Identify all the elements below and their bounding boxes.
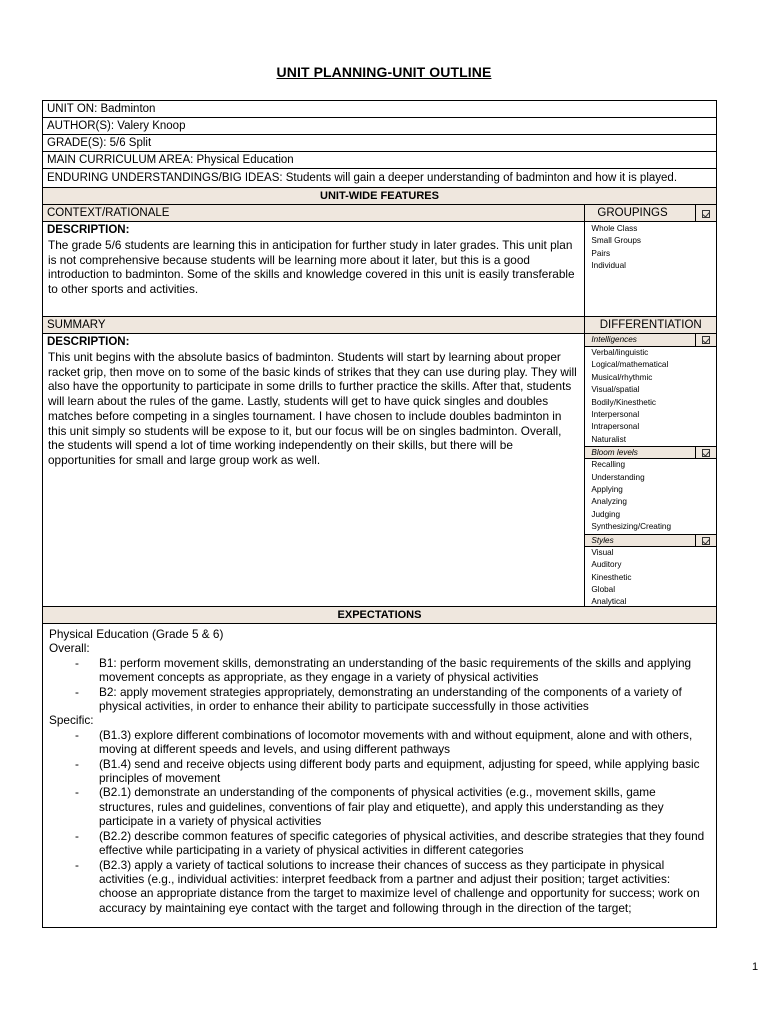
grades-row: GRADE(S): 5/6 Split — [43, 135, 716, 152]
bloom-item: Recalling — [591, 460, 626, 470]
page-number: 1 — [752, 961, 759, 973]
context-description-label: DESCRIPTION: — [47, 224, 130, 236]
bullet: - — [75, 655, 79, 670]
overall-label: Overall: — [49, 641, 90, 656]
intelligences-heading — [585, 334, 716, 347]
grouping-item: Pairs — [591, 248, 611, 258]
expectations-band: EXPECTATIONS — [43, 607, 716, 624]
bloom-levels-checkbox[interactable] — [695, 447, 716, 459]
summary-heading: SUMMARY — [43, 317, 584, 334]
document-title: UNIT PLANNING-UNIT OUTLINE — [276, 64, 492, 80]
specific-expectation: (B2.2) describe common features of specific categories of physical activities, and describe strategies that they found effective while participating in a variety of physical activities in different categories — [99, 828, 705, 858]
specific-expectation: (B1.3) explore different combinations of locomotor movements with and without equipment, alone and with others, moving at different speeds and levels, and using different pathways — [99, 727, 693, 757]
intelligence-item: Naturalist — [591, 434, 626, 444]
intelligence-item: Logical/mathematical — [591, 360, 669, 370]
intelligence-item: Interpersonal — [591, 410, 640, 420]
groupings-checkbox[interactable] — [695, 205, 716, 222]
style-item: Auditory — [591, 560, 622, 570]
differentiation-column — [585, 317, 716, 606]
unit-wide-features-band: UNIT-WIDE FEATURES — [43, 188, 716, 205]
summary-description-label: DESCRIPTION: — [47, 336, 130, 348]
intelligences-label: Intelligences — [591, 335, 637, 344]
bloom-item: Synthesizing/Creating — [591, 522, 672, 532]
specific-expectation: (B1.4) send and receive objects using different body parts and equipment, adjusting for speed, while applying basic principles of movement — [99, 756, 700, 786]
bullet: - — [75, 727, 79, 742]
styles-checkbox[interactable] — [695, 535, 716, 547]
overall-expectation: B1: perform movement skills, demonstrating an understanding of the basic requirements of the skills and applying movement concepts as appropriate, as they engage in a variety of physical activities — [99, 655, 692, 685]
bullet: - — [75, 828, 79, 843]
summary-column — [43, 317, 585, 606]
style-item: Analytical — [591, 597, 627, 607]
style-item: Visual — [591, 547, 614, 557]
style-item: Global — [591, 584, 616, 594]
list-item — [49, 858, 710, 916]
enduring-understandings-row: ENDURING UNDERSTANDINGS/BIG IDEAS: Students will gain a deeper understanding of badminton and how it is played. — [43, 169, 716, 188]
intelligence-item: Bodily/Kinesthetic — [591, 397, 657, 407]
bloom-levels-list — [585, 459, 716, 533]
list-item — [49, 685, 710, 714]
bloom-item: Judging — [591, 509, 621, 519]
authors-row: AUTHOR(S): Valery Knoop — [43, 118, 716, 135]
bullet: - — [75, 785, 79, 800]
overall-expectation: B2: apply movement strategies appropriately, demonstrating an understanding of the components of a variety of physical activities, in order to enhance their ability to participate successfully in those activities — [99, 684, 682, 714]
list-item — [49, 728, 710, 757]
course-line: Physical Education (Grade 5 & 6) — [49, 627, 224, 641]
intelligences-checkbox[interactable] — [695, 334, 716, 346]
curriculum-row: MAIN CURRICULUM AREA: Physical Education — [43, 152, 716, 169]
groupings-heading — [585, 205, 716, 222]
checkbox-icon — [702, 210, 710, 218]
context-column — [43, 205, 585, 316]
unit-outline-table — [42, 100, 717, 928]
differentiation-heading — [585, 317, 716, 334]
differentiation-heading-label: DIFFERENTIATION — [599, 319, 702, 331]
specific-expectation: (B2.3) apply a variety of tactical solutions to increase their chances of success as they participate in physical activities (e.g., individual activities: interpret feedback from a partner and adjust their position; target activities: choose an appropriate distance from the target to maximize level of challenge and opportunity for success; work on accuracy by maintaining eye contact with the target and following through in the direction of the target; — [99, 857, 700, 915]
bullet: - — [75, 857, 79, 872]
list-item — [49, 757, 710, 786]
unit-on-row: UNIT ON: Badminton — [43, 101, 716, 118]
groupings-column — [585, 205, 716, 316]
intelligence-item: Visual/spatial — [591, 385, 640, 395]
bloom-levels-heading — [585, 446, 716, 459]
checkbox-icon — [702, 336, 710, 344]
bloom-item: Understanding — [591, 472, 645, 482]
list-item — [49, 829, 710, 858]
context-heading: CONTEXT/RATIONALE — [43, 205, 584, 222]
groupings-list — [585, 222, 716, 273]
checkbox-icon — [702, 449, 710, 457]
intelligences-list — [585, 347, 716, 446]
grouping-item: Individual — [591, 261, 626, 271]
bloom-item: Analyzing — [591, 497, 627, 507]
context-description-text: The grade 5/6 students are learning this in anticipation for further study in later grades. This unit plan is not comprehensive because students will be learning more about it later, but this is a good introduction to badminton. Some of the skills and knowledge covered in this unit is easily transferable to other sports and activities. — [48, 238, 575, 297]
intelligence-item: Verbal/linguistic — [591, 348, 649, 357]
list-item — [49, 785, 710, 828]
styles-heading — [585, 534, 716, 547]
grouping-item: Whole Class — [591, 224, 638, 233]
styles-label: Styles — [591, 535, 614, 545]
style-item: Kinesthetic — [591, 572, 632, 582]
expectations-content — [43, 624, 716, 928]
specific-label: Specific: — [49, 713, 94, 728]
summary-description-text: This unit begins with the absolute basics of badminton. Students will start by learning about proper racket grip, then move on to some of the basic kinds of strikes that they can use during play. They will also have the opportunity to participate in some drills to further practice the skills. After that, students will learn about the rules of the game. Lastly, students will get to have quick singles and doubles matches before competing in a singles tournament. I have chosen to include doubles badminton in this unit simply so students will be expose to it, but our focus will be on singles badminton. Overall, the students will spend a lot of time working independently on their skills, but there will be opportunities for small and large group work as well. — [48, 350, 577, 467]
intelligence-item: Intrapersonal — [591, 422, 640, 432]
bullet: - — [75, 684, 79, 699]
bloom-levels-label: Bloom levels — [591, 448, 638, 458]
checkbox-icon — [702, 537, 710, 545]
specific-expectation: (B2.1) demonstrate an understanding of the components of physical activities (e.g., movement skills, game structures, rules and guidelines, conventions of fair play and etiquette), and apply this understanding as they participate in a variety of physical activities — [99, 785, 664, 829]
intelligence-item: Musical/rhythmic — [591, 372, 653, 382]
styles-list — [585, 547, 716, 609]
list-item — [49, 656, 710, 685]
groupings-heading-label: GROUPINGS — [597, 207, 668, 219]
bloom-item: Applying — [591, 485, 623, 495]
bullet: - — [75, 756, 79, 771]
grouping-item: Small Groups — [591, 236, 641, 246]
context-section — [43, 205, 716, 317]
summary-section — [43, 317, 716, 607]
